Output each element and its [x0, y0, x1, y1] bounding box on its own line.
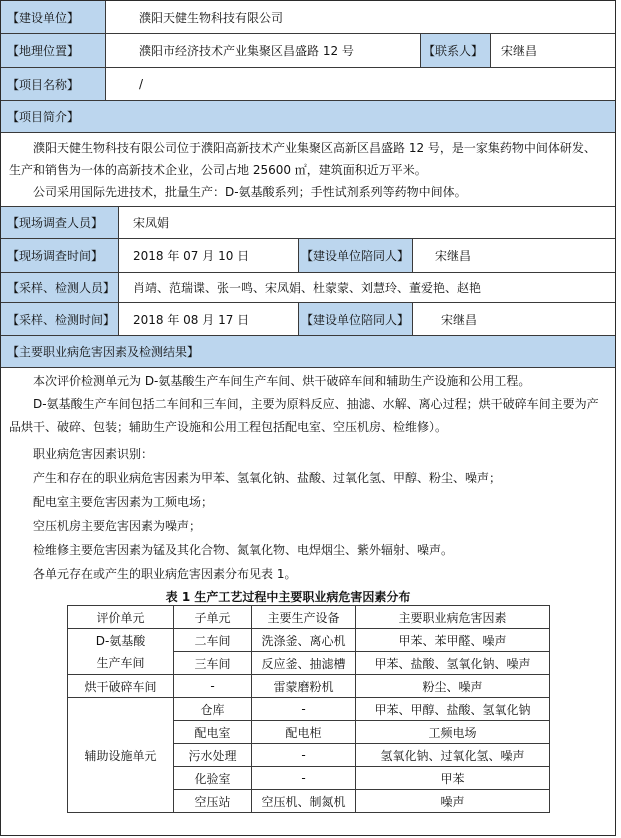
project-name-label: 【项目名称】: [1, 68, 106, 100]
hazards-label: 【主要职业病危害因素及检测结果】: [7, 345, 200, 359]
unit-d-line-1: D-氨基酸: [95, 633, 146, 648]
row-construction-unit: [1, 1, 615, 34]
unit-cell-auxiliary: 辅助设施单元: [68, 698, 174, 813]
equipment-cell: 雷蒙磨粉机: [252, 675, 356, 698]
table-header-cell: 主要职业病危害因素: [356, 606, 550, 629]
intro-label: 【项目简介】: [7, 110, 80, 124]
sub-unit-cell: 污水处理: [174, 744, 252, 767]
unit-d-line-2: 生产车间: [96, 655, 145, 670]
row-project-name: [1, 68, 615, 101]
sub-unit-cell: 仓库: [174, 698, 252, 721]
sampling-time-label: 【采样、检测时间】: [1, 303, 119, 335]
hazard-cell: 甲苯、盐酸、氢氧化钠、噪声: [356, 652, 550, 675]
sub-unit-cell: 空压站: [174, 790, 252, 813]
equipment-cell: -: [252, 767, 356, 790]
equipment-cell: -: [252, 698, 356, 721]
hazard-line-distribution-room: 配电室主要危害因素为工频电场；: [33, 495, 214, 509]
construction-unit-value: 濮阳天健生物科技有限公司: [139, 10, 284, 25]
row-intro-text: [1, 133, 615, 207]
hazard-cell: 甲苯、甲醇、盐酸、氢氧化钠: [356, 698, 550, 721]
contact-label: 【联系人】: [421, 34, 491, 67]
escort-value-1: 宋继昌: [435, 249, 472, 263]
table-row: [68, 629, 550, 652]
row-intro-header: [1, 101, 615, 133]
equipment-cell: 洗涤釜、离心机: [252, 629, 356, 652]
sampling-people-value: 肖靖、范瑞谍、张一鸣、宋凤娟、杜蒙蒙、刘慧玲、董爱艳、赵艳: [133, 281, 482, 295]
row-hazards-header: [1, 336, 615, 368]
results-paragraph-1: 本次评价检测单元为 D-氨基酸生产车间生产车间、烘干破碎车间和辅助生产设施和公用工程。: [33, 374, 531, 388]
equipment-cell: 反应釜、抽滤槽: [252, 652, 356, 675]
hazard-cell: 氢氧化钠、过氧化氢、噪声: [356, 744, 550, 767]
table-row: [68, 698, 550, 721]
hazard-line-compressor-room: 空压机房主要危害因素为噪声；: [33, 519, 202, 533]
sub-unit-cell: 三车间: [174, 652, 252, 675]
table-header-cell: 子单元: [174, 606, 252, 629]
row-location: [1, 34, 615, 68]
intro-text: [9, 137, 607, 203]
hazard-cell: 甲苯、苯甲醛、噪声: [356, 629, 550, 652]
project-name-value: /: [139, 77, 144, 91]
row-sampling-time: [1, 303, 615, 336]
table-row: [68, 675, 550, 698]
table-header-cell: 主要生产设备: [252, 606, 356, 629]
hazard-distribution-table: [67, 605, 550, 813]
row-investigator: [1, 207, 615, 239]
sub-unit-cell: 配电室: [174, 721, 252, 744]
intro-paragraph-2: 公司采用国际先进技术，批量生产：D-氨基酸系列；手性试剂系列等药物中间体。: [33, 185, 467, 199]
investigator-value: 宋凤娟: [133, 216, 170, 230]
construction-unit-label: 【建设单位】: [1, 1, 106, 33]
hazard-line-maintenance: 检维修主要危害因素为锰及其化合物、氮氧化物、电焊烟尘、紫外辐射、噪声。: [33, 543, 454, 557]
hazard-cell: 噪声: [356, 790, 550, 813]
escort-value-2: 宋继昌: [441, 312, 478, 327]
results-paragraph-2: D-氨基酸生产车间包括二车间和三车间，主要为原料反应、抽滤、水解、离心过程；烘干破碎车间主要为产品烘干、破碎、包装；辅助生产设施和公用工程包括配电室、空压机房、检维修）。: [9, 397, 599, 434]
escort-label-1: 【建设单位陪同人】: [299, 239, 413, 272]
equipment-cell: 配电柜: [252, 721, 356, 744]
row-sampling-people: [1, 273, 615, 303]
hazard-cell: 粉尘、噪声: [356, 675, 550, 698]
results-paragraphs: [9, 370, 607, 439]
hazard-cell: 甲苯: [356, 767, 550, 790]
survey-time-label: 【现场调查时间】: [1, 239, 119, 272]
equipment-cell: 空压机、制氮机: [252, 790, 356, 813]
table-header-cell: 评价单元: [68, 606, 174, 629]
table-caption: 表 1 生产工艺过程中主要职业病危害因素分布: [165, 590, 411, 604]
location-label: 【地理位置】: [1, 34, 106, 67]
hazard-cell: 工频电场: [356, 721, 550, 744]
location-value: 濮阳市经济技术产业集聚区昌盛路 12 号: [106, 34, 421, 67]
intro-paragraph-1: 濮阳天健生物科技有限公司位于濮阳高新技术产业集聚区高新区昌盛路 12 号，是一家集药物中间体研发、生产和销售为一体的高新技术企业，公司占地 25600 ㎡，建筑面积近万平米。: [9, 141, 596, 177]
sampling-time-value: 2018 年 08 月 17 日: [119, 303, 299, 335]
sub-unit-cell: -: [174, 675, 252, 698]
table-reference-line: 各单元存在或产生的职业病危害因素分布见表 1。: [33, 567, 297, 581]
identification-heading: 职业病危害因素识别：: [33, 447, 154, 461]
table-header-row: [68, 606, 550, 629]
survey-time-value: 2018 年 07 月 10 日: [119, 239, 299, 272]
sampling-people-label: 【采样、检测人员】: [1, 273, 119, 302]
equipment-cell: -: [252, 744, 356, 767]
investigator-label: 【现场调查人员】: [1, 207, 119, 238]
sub-unit-cell: 二车间: [174, 629, 252, 652]
unit-cell-drying: 烘干破碎车间: [68, 675, 174, 698]
escort-label-2: 【建设单位陪同人】: [299, 303, 413, 335]
sub-unit-cell: 化验室: [174, 767, 252, 790]
unit-cell-d-amino-acid: [68, 629, 174, 675]
row-survey-time: [1, 239, 615, 273]
contact-value: 宋继昌: [501, 44, 538, 58]
hazard-line-general: 产生和存在的职业病危害因素为甲苯、氢氧化钠、盐酸、过氧化氢、甲醇、粉尘、噪声；: [33, 471, 502, 485]
